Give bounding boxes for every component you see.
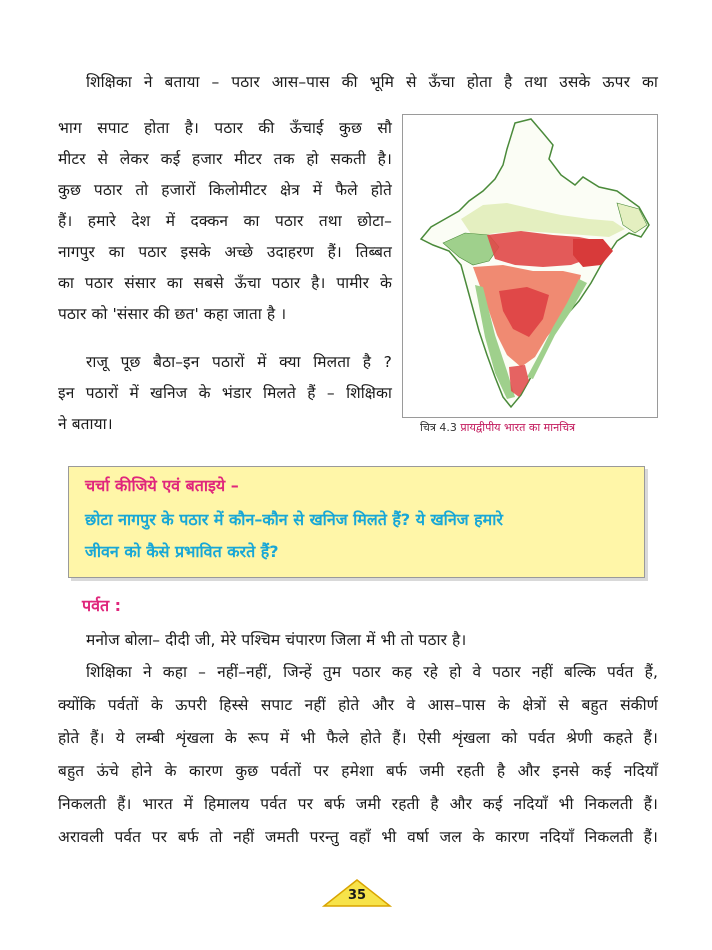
- paragraph-4-line-1: शिक्षिका ने कहा – नहीं–नहीं, जिन्हें तुम पठार कह रहे हो वे पठार नहीं बल्कि पर्वत हैं,: [86, 663, 658, 681]
- discussion-heading: चर्चा कीजिये एवं बताइये –: [85, 476, 239, 495]
- figure-caption: [420, 420, 575, 435]
- paragraph-4-line-2: क्योंकि पर्वतों के ऊपरी हिस्से सपाट नहीं होते और वे आस–पास के क्षेत्रों से बहुत संकीर्ण: [58, 696, 658, 714]
- section-heading: पर्वत :: [82, 596, 122, 615]
- paragraph-1-line-3: मीटर से लेकर कई हजार मीटर तक हो सकती है।: [58, 150, 392, 168]
- india-map-figure: [402, 114, 658, 418]
- paragraph-1-line-2: भाग सपाट होता है। पठार की ऊँचाई कुछ सौ: [58, 119, 392, 137]
- paragraph-3-line-1: मनोज बोला– दीदी जी, मेरे पश्चिम चंपारण जिला में भी तो पठार है।: [86, 631, 467, 649]
- discussion-box: [68, 466, 645, 578]
- paragraph-2-line-2: इन पठारों में खनिज के भंडार मिलते हैं – शिक्षिका: [58, 384, 392, 402]
- figure-caption-text: प्रायद्वीपीय भारत का मानचित्र: [460, 421, 576, 434]
- paragraph-4-line-5: निकलती हैं। भारत में हिमालय पर्वत पर बर्फ जमी रहती है और कई नदियाँ भी निकलती हैं।: [58, 795, 658, 813]
- paragraph-2-line-3: ने बताया।: [58, 415, 113, 433]
- paragraph-1-line-6: नागपुर का पठार इसके अच्छे उदाहरण हैं। तिब्बत: [58, 243, 392, 261]
- paragraph-1-line-1: शिक्षिका ने बताया – पठार आस–पास की भूमि से ऊँचा होता है तथा उसके ऊपर का: [86, 73, 658, 91]
- paragraph-1-line-4: कुछ पठार तो हजारों किलोमीटर क्षेत्र में फैले होते: [58, 181, 392, 199]
- page-number-badge: [322, 878, 392, 908]
- figure-caption-number: चित्र 4.3: [420, 421, 457, 434]
- discussion-question-line-2: जीवन को कैसे प्रभावित करते हैं?: [85, 542, 279, 561]
- page-number: 35: [347, 888, 367, 903]
- paragraph-4-line-3: होते हैं। ये लम्बी शृंखला के रूप में भी फैले होते हैं। ऐसी शृंखला को पर्वत श्रेणी कहते हैं।: [58, 729, 658, 747]
- paragraph-2-line-1: राजू पूछ बैठा–इन पठारों में क्या मिलता है ?: [86, 353, 392, 371]
- india-map-image: [403, 115, 657, 417]
- paragraph-1-line-7: का पठार संसार का सबसे ऊँचा पठार है। पामीर के: [58, 274, 392, 292]
- paragraph-4-line-4: बहुत ऊंचे होने के कारण कुछ पर्वतों पर हमेशा बर्फ जमी रहती है और इनसे कई नदियाँ: [58, 762, 658, 780]
- paragraph-1-line-8: पठार को 'संसार की छत' कहा जाता है ।: [58, 305, 287, 323]
- discussion-question-line-1: छोटा नागपुर के पठार में कौन–कौन से खनिज मिलते हैं? ये खनिज हमारे: [85, 510, 503, 529]
- paragraph-1-line-5: हैं। हमारे देश में दक्कन का पठार तथा छोटा–: [58, 212, 392, 230]
- paragraph-4-line-6: अरावली पर्वत पर बर्फ तो नहीं जमती परन्तु वहाँ भी वर्षा जल के कारण नदियाँ निकलती हैं।: [58, 828, 658, 846]
